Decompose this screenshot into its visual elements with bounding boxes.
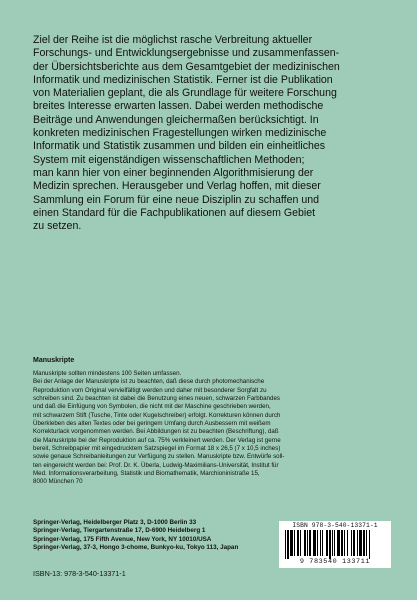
intro-line: Beiträge und Anwendungen gleichermaßen berücksichtigt. In <box>33 113 319 126</box>
manuscripts-line: schreiben sind. Zu beachten ist dabei die Benutzung eines neuen, schwarzen Farbbandes <box>33 395 280 403</box>
intro-line: Medizin sprechen. Herausgeber und Verlag hoffen, mit dieser <box>33 180 321 193</box>
manuscripts-heading: Manuskripte <box>33 357 75 364</box>
manuscripts-line: die Manuskripte bei der Reproduktion auf ca. 75% verkleinert werden. Der Verlag ist gerne <box>33 436 281 444</box>
intro-line: Sammlung ein Forum für eine neue Disziplin zu schaffen und <box>33 193 319 206</box>
barcode-bar <box>344 530 345 556</box>
barcode-bar <box>334 530 335 556</box>
manuscripts-line: bereit, Schreibpapier mit eingedrucktem Satzspiegel im Format 18 x 26,5 (7 x 10,5 inches) <box>33 445 281 453</box>
intro-line: man kann hier von einer beginnenden Algorithmisierung der <box>33 166 314 179</box>
manuscripts-line: Manuskripte sollten mindestens 100 Seiten umfassen. <box>33 370 182 377</box>
manuscripts-line: Reproduktion vom Original vervielfältigt werden und daher mit besonderer Sorgfalt zu <box>33 386 267 394</box>
intro-line: Informatik und medizinischen Statistik. Ferner ist die Publikation <box>33 73 333 86</box>
isbn-text: ISBN-13: 978-3-540-13371-1 <box>33 569 126 578</box>
barcode-bar <box>366 530 367 556</box>
manuscripts-line: und daß die Einfügung von Symbolen, die nicht mit der Maschine geschrieben werden, <box>33 403 271 411</box>
manuscripts-instructions <box>33 370 373 487</box>
barcode-bar <box>341 530 343 556</box>
publisher-address: Springer-Verlag, 175 Fifth Avenue, New York, NY 10010/USA <box>33 535 212 543</box>
intro-line: Informatik und Statistik zusammen und bilden ein einheitliches <box>33 140 326 153</box>
intro-line: zu setzen. <box>33 220 82 233</box>
intro-line: System mit eigenständigen wissenschaftlichen Methoden; <box>33 153 305 166</box>
manuscripts-line: mit schwarzem Stift (Tusche, Tinte oder Kugelschreiber) erfolgt. Korrekturen können durch <box>33 411 281 419</box>
barcode-digits: 9 783540 133711 <box>299 558 371 566</box>
intro-line: von Materialien geplant, die als Grundlage für weitere Forschung <box>33 87 337 100</box>
barcode-bar <box>294 530 295 556</box>
barcode-bar <box>317 530 318 556</box>
barcode-bar <box>285 530 286 559</box>
barcode-bar <box>307 530 308 556</box>
isbn-barcode <box>279 521 391 568</box>
barcode-bar <box>357 530 358 556</box>
publisher-address: Springer-Verlag, 37-3, Hongo 3-chome, Bunkyo-ku, Tokyo 113, Japan <box>33 544 239 552</box>
barcode-bar <box>322 530 323 556</box>
barcode-bar <box>287 530 289 559</box>
barcode-bar <box>363 530 365 556</box>
barcode-bar <box>353 530 355 556</box>
barcode-bar <box>297 530 299 556</box>
barcode-bar <box>320 530 321 556</box>
barcode-bar <box>313 530 316 556</box>
barcode-bar <box>332 530 333 556</box>
manuscripts-line: 8000 München 70 <box>33 478 83 486</box>
publisher-address: Springer-Verlag, Tiergartenstraße 17, D-6900 Heidelberg 1 <box>33 527 206 535</box>
manuscripts-line: sowie genaue Schreibanleitungen zur Verfügung zu stellen. Manuskripte bzw. Entwürfe soll- <box>33 453 285 461</box>
manuscripts-line: Med. Informationsverarbeitung, Statistik und Biomathematik, Marchioninistraße 15, <box>33 470 260 478</box>
barcode-bars <box>283 530 387 559</box>
barcode-bar <box>329 530 331 559</box>
barcode-bar <box>351 530 352 556</box>
intro-line: Ziel der Reihe ist die möglichst rasche Verbreitung aktueller <box>33 34 313 46</box>
manuscripts-line: ten eingereicht werden bei: Prof. Dr. K. Überla, Ludwig-Maximilians-Universität, Institut für <box>33 461 279 469</box>
series-description <box>33 34 395 233</box>
barcode-bar <box>347 530 348 556</box>
publisher-addresses <box>33 519 238 553</box>
barcode-bar <box>300 530 301 556</box>
intro-line: einen Standard für die Fachpublikationen auf diesem Gebiet <box>33 206 316 219</box>
manuscripts-line: Bei der Anlage der Manuskripte ist zu beachten, daß diese durch photomechanische <box>33 378 265 386</box>
barcode-bar <box>304 530 306 556</box>
barcode-bar <box>309 530 311 556</box>
manuscripts-line: Korrekturlack vorgenommen werden. Bei Abbildungen ist zu beachten (Beschriftung), daß <box>33 428 279 436</box>
barcode-bar <box>326 530 328 556</box>
publisher-address: Springer-Verlag, Heidelberger Platz 3, D-1000 Berlin 33 <box>33 519 197 526</box>
intro-line: der Übersichtsberichte aus dem Gesamtgebiet der medizinischen <box>33 60 340 73</box>
barcode-bar <box>369 530 370 559</box>
intro-line: breites Interesse erwarten lassen. Dabei werden methodische <box>33 100 324 113</box>
intro-line: Forschungs- und Entwicklungsergebnisse und zusammenfassen- <box>33 47 340 60</box>
intro-line: konkreten medizinischen Fragestellungen wirken medizinische <box>33 127 327 140</box>
barcode-isbn-label: ISBN 978-3-540-13371-1 <box>292 522 378 529</box>
manuscripts-line: Überkleben des alten Textes oder bei geringem Umfang durch Ausbessern mit weißem <box>33 420 271 428</box>
barcode-bar <box>359 530 362 556</box>
barcode-bar <box>290 530 293 556</box>
barcode-bar <box>337 530 340 556</box>
